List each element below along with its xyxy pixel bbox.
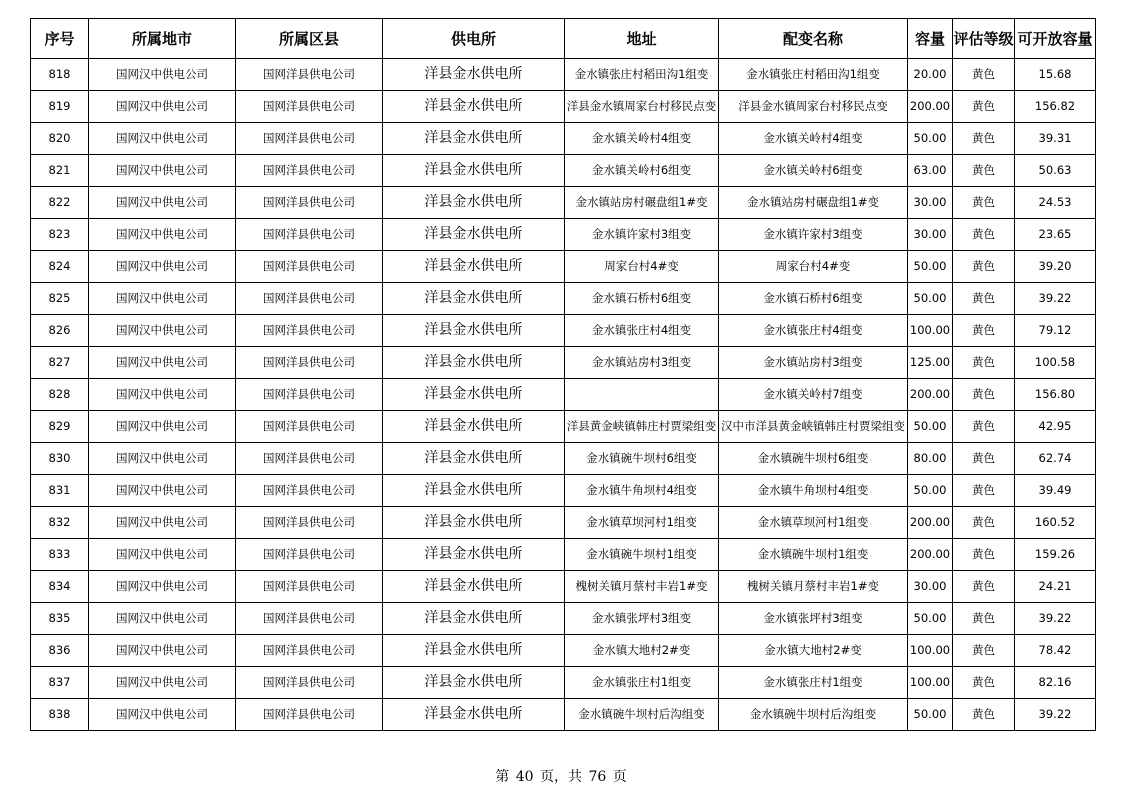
page-label-prefix: 第: [495, 769, 510, 785]
cell-city: 国网汉中供电公司: [89, 283, 236, 315]
cell-county: 国网洋县供电公司: [236, 699, 383, 731]
cell-capacity: 200.00: [908, 91, 953, 123]
cell-capacity: 125.00: [908, 347, 953, 379]
cell-capacity: 200.00: [908, 539, 953, 571]
cell-assessment-level: 黄色: [953, 443, 1015, 475]
cell-city: 国网汉中供电公司: [89, 219, 236, 251]
transformer-capacity-table: [30, 18, 1096, 731]
header-serial-number: 序号: [31, 19, 89, 59]
cell-supply-station: 洋县金水供电所: [383, 91, 565, 123]
table-row: [31, 59, 1096, 91]
cell-transformer-name: 槐树关镇月蔡村丰岩1#变: [719, 571, 908, 603]
cell-supply-station: 洋县金水供电所: [383, 635, 565, 667]
cell-open-capacity: 100.58: [1015, 347, 1096, 379]
cell-transformer-name: 金水镇张庄村稻田沟1组变: [719, 59, 908, 91]
cell-assessment-level: 黄色: [953, 379, 1015, 411]
cell-city: 国网汉中供电公司: [89, 251, 236, 283]
cell-serial-number: 831: [31, 475, 89, 507]
cell-county: 国网洋县供电公司: [236, 507, 383, 539]
cell-county: 国网洋县供电公司: [236, 283, 383, 315]
cell-city: 国网汉中供电公司: [89, 539, 236, 571]
table-row: [31, 507, 1096, 539]
cell-city: 国网汉中供电公司: [89, 443, 236, 475]
cell-capacity: 200.00: [908, 379, 953, 411]
cell-assessment-level: 黄色: [953, 507, 1015, 539]
cell-serial-number: 830: [31, 443, 89, 475]
cell-transformer-name: 金水镇许家村3组变: [719, 219, 908, 251]
cell-open-capacity: 160.52: [1015, 507, 1096, 539]
cell-serial-number: 829: [31, 411, 89, 443]
current-page-number: 40: [515, 769, 534, 785]
cell-address: 金水镇站房村3组变: [565, 347, 719, 379]
cell-supply-station: 洋县金水供电所: [383, 379, 565, 411]
cell-open-capacity: 39.22: [1015, 603, 1096, 635]
cell-serial-number: 827: [31, 347, 89, 379]
cell-county: 国网洋县供电公司: [236, 411, 383, 443]
table-header-row: [31, 19, 1096, 59]
cell-supply-station: 洋县金水供电所: [383, 507, 565, 539]
cell-open-capacity: 79.12: [1015, 315, 1096, 347]
cell-city: 国网汉中供电公司: [89, 59, 236, 91]
cell-transformer-name: 金水镇石桥村6组变: [719, 283, 908, 315]
cell-capacity: 50.00: [908, 603, 953, 635]
cell-serial-number: 823: [31, 219, 89, 251]
cell-transformer-name: 洋县金水镇周家台村移民点变: [719, 91, 908, 123]
cell-transformer-name: 金水镇关岭村4组变: [719, 123, 908, 155]
cell-address: 洋县金水镇周家台村移民点变: [565, 91, 719, 123]
cell-assessment-level: 黄色: [953, 283, 1015, 315]
cell-serial-number: 820: [31, 123, 89, 155]
cell-county: 国网洋县供电公司: [236, 219, 383, 251]
cell-county: 国网洋县供电公司: [236, 475, 383, 507]
cell-supply-station: 洋县金水供电所: [383, 699, 565, 731]
cell-supply-station: 洋县金水供电所: [383, 251, 565, 283]
cell-capacity: 200.00: [908, 507, 953, 539]
cell-supply-station: 洋县金水供电所: [383, 411, 565, 443]
cell-county: 国网洋县供电公司: [236, 539, 383, 571]
page-label-suffix: 页: [612, 769, 627, 785]
header-assessment-level: 评估等级: [953, 19, 1015, 59]
header-capacity: 容量: [908, 19, 953, 59]
cell-serial-number: 833: [31, 539, 89, 571]
cell-transformer-name: 金水镇站房村碾盘组1#变: [719, 187, 908, 219]
cell-serial-number: 836: [31, 635, 89, 667]
cell-capacity: 30.00: [908, 187, 953, 219]
cell-city: 国网汉中供电公司: [89, 475, 236, 507]
cell-address: 金水镇许家村3组变: [565, 219, 719, 251]
cell-county: 国网洋县供电公司: [236, 59, 383, 91]
cell-city: 国网汉中供电公司: [89, 315, 236, 347]
cell-open-capacity: 39.20: [1015, 251, 1096, 283]
cell-transformer-name: 金水镇站房村3组变: [719, 347, 908, 379]
cell-open-capacity: 50.63: [1015, 155, 1096, 187]
cell-supply-station: 洋县金水供电所: [383, 155, 565, 187]
cell-assessment-level: 黄色: [953, 91, 1015, 123]
cell-open-capacity: 23.65: [1015, 219, 1096, 251]
cell-open-capacity: 15.68: [1015, 59, 1096, 91]
cell-capacity: 50.00: [908, 475, 953, 507]
table-row: [31, 667, 1096, 699]
header-address: 地址: [565, 19, 719, 59]
cell-address: 金水镇碗牛坝村后沟组变: [565, 699, 719, 731]
table-row: [31, 91, 1096, 123]
cell-transformer-name: 周家台村4#变: [719, 251, 908, 283]
cell-city: 国网汉中供电公司: [89, 635, 236, 667]
cell-address: 金水镇张庄村稻田沟1组变: [565, 59, 719, 91]
cell-address: 金水镇草坝河村1组变: [565, 507, 719, 539]
table-row: [31, 379, 1096, 411]
data-sheet: [30, 18, 1095, 731]
cell-transformer-name: 金水镇草坝河村1组变: [719, 507, 908, 539]
table-row: [31, 123, 1096, 155]
cell-county: 国网洋县供电公司: [236, 603, 383, 635]
header-city: 所属地市: [89, 19, 236, 59]
cell-county: 国网洋县供电公司: [236, 667, 383, 699]
cell-address: 金水镇关岭村6组变: [565, 155, 719, 187]
cell-transformer-name: 金水镇碗牛坝村1组变: [719, 539, 908, 571]
header-open-capacity: 可开放容量: [1015, 19, 1096, 59]
cell-transformer-name: 金水镇关岭村6组变: [719, 155, 908, 187]
cell-city: 国网汉中供电公司: [89, 91, 236, 123]
cell-address: 金水镇张坪村3组变: [565, 603, 719, 635]
header-supply-station: 供电所: [383, 19, 565, 59]
cell-address: 金水镇大地村2#变: [565, 635, 719, 667]
cell-capacity: 20.00: [908, 59, 953, 91]
table-row: [31, 635, 1096, 667]
cell-supply-station: 洋县金水供电所: [383, 347, 565, 379]
cell-county: 国网洋县供电公司: [236, 571, 383, 603]
cell-assessment-level: 黄色: [953, 571, 1015, 603]
cell-serial-number: 834: [31, 571, 89, 603]
cell-county: 国网洋县供电公司: [236, 635, 383, 667]
cell-address: 金水镇碗牛坝村6组变: [565, 443, 719, 475]
cell-county: 国网洋县供电公司: [236, 379, 383, 411]
table-row: [31, 155, 1096, 187]
cell-assessment-level: 黄色: [953, 59, 1015, 91]
cell-capacity: 50.00: [908, 251, 953, 283]
cell-open-capacity: 42.95: [1015, 411, 1096, 443]
cell-serial-number: 818: [31, 59, 89, 91]
cell-supply-station: 洋县金水供电所: [383, 667, 565, 699]
header-transformer-name: 配变名称: [719, 19, 908, 59]
cell-capacity: 30.00: [908, 571, 953, 603]
cell-capacity: 100.00: [908, 667, 953, 699]
cell-serial-number: 825: [31, 283, 89, 315]
table-row: [31, 187, 1096, 219]
cell-open-capacity: 78.42: [1015, 635, 1096, 667]
cell-serial-number: 832: [31, 507, 89, 539]
cell-transformer-name: 金水镇大地村2#变: [719, 635, 908, 667]
cell-capacity: 80.00: [908, 443, 953, 475]
cell-transformer-name: 金水镇张庄村1组变: [719, 667, 908, 699]
cell-city: 国网汉中供电公司: [89, 507, 236, 539]
cell-open-capacity: 39.49: [1015, 475, 1096, 507]
cell-capacity: 50.00: [908, 411, 953, 443]
cell-city: 国网汉中供电公司: [89, 123, 236, 155]
cell-assessment-level: 黄色: [953, 315, 1015, 347]
table-row: [31, 539, 1096, 571]
cell-address: 槐树关镇月蔡村丰岩1#变: [565, 571, 719, 603]
cell-city: 国网汉中供电公司: [89, 411, 236, 443]
cell-assessment-level: 黄色: [953, 187, 1015, 219]
cell-assessment-level: 黄色: [953, 123, 1015, 155]
cell-address: 周家台村4#变: [565, 251, 719, 283]
cell-open-capacity: 39.22: [1015, 699, 1096, 731]
cell-county: 国网洋县供电公司: [236, 443, 383, 475]
cell-capacity: 63.00: [908, 155, 953, 187]
cell-supply-station: 洋县金水供电所: [383, 603, 565, 635]
cell-transformer-name: 金水镇碗牛坝村6组变: [719, 443, 908, 475]
cell-assessment-level: 黄色: [953, 411, 1015, 443]
cell-serial-number: 819: [31, 91, 89, 123]
cell-assessment-level: 黄色: [953, 251, 1015, 283]
cell-assessment-level: 黄色: [953, 699, 1015, 731]
cell-supply-station: 洋县金水供电所: [383, 315, 565, 347]
cell-address: 金水镇张庄村1组变: [565, 667, 719, 699]
table-row: [31, 219, 1096, 251]
cell-supply-station: 洋县金水供电所: [383, 475, 565, 507]
cell-county: 国网洋县供电公司: [236, 347, 383, 379]
cell-assessment-level: 黄色: [953, 155, 1015, 187]
cell-county: 国网洋县供电公司: [236, 91, 383, 123]
cell-address: 金水镇关岭村4组变: [565, 123, 719, 155]
cell-assessment-level: 黄色: [953, 539, 1015, 571]
table-row: [31, 571, 1096, 603]
table-row: [31, 251, 1096, 283]
cell-assessment-level: 黄色: [953, 635, 1015, 667]
cell-supply-station: 洋县金水供电所: [383, 59, 565, 91]
cell-county: 国网洋县供电公司: [236, 315, 383, 347]
cell-serial-number: 822: [31, 187, 89, 219]
cell-transformer-name: 金水镇张庄村4组变: [719, 315, 908, 347]
cell-open-capacity: 159.26: [1015, 539, 1096, 571]
cell-address: 金水镇石桥村6组变: [565, 283, 719, 315]
cell-open-capacity: 39.31: [1015, 123, 1096, 155]
cell-city: 国网汉中供电公司: [89, 571, 236, 603]
cell-supply-station: 洋县金水供电所: [383, 187, 565, 219]
cell-supply-station: 洋县金水供电所: [383, 539, 565, 571]
cell-open-capacity: 62.74: [1015, 443, 1096, 475]
table-row: [31, 347, 1096, 379]
cell-county: 国网洋县供电公司: [236, 123, 383, 155]
cell-serial-number: 828: [31, 379, 89, 411]
cell-capacity: 50.00: [908, 283, 953, 315]
cell-open-capacity: 39.22: [1015, 283, 1096, 315]
cell-supply-station: 洋县金水供电所: [383, 443, 565, 475]
page-label-mid: 页，共: [540, 769, 582, 785]
cell-open-capacity: 156.80: [1015, 379, 1096, 411]
cell-supply-station: 洋县金水供电所: [383, 123, 565, 155]
cell-capacity: 100.00: [908, 315, 953, 347]
cell-address: 金水镇张庄村4组变: [565, 315, 719, 347]
cell-open-capacity: 82.16: [1015, 667, 1096, 699]
cell-supply-station: 洋县金水供电所: [383, 283, 565, 315]
page-footer: [0, 766, 1122, 786]
cell-city: 国网汉中供电公司: [89, 347, 236, 379]
cell-serial-number: 838: [31, 699, 89, 731]
cell-county: 国网洋县供电公司: [236, 251, 383, 283]
table-row: [31, 283, 1096, 315]
cell-address: 金水镇站房村碾盘组1#变: [565, 187, 719, 219]
cell-city: 国网汉中供电公司: [89, 699, 236, 731]
table-row: [31, 411, 1096, 443]
cell-address: 金水镇碗牛坝村1组变: [565, 539, 719, 571]
cell-transformer-name: 汉中市洋县黄金峡镇韩庄村贾梁组变: [719, 411, 908, 443]
cell-transformer-name: 金水镇牛角坝村4组变: [719, 475, 908, 507]
cell-county: 国网洋县供电公司: [236, 155, 383, 187]
cell-assessment-level: 黄色: [953, 475, 1015, 507]
cell-assessment-level: 黄色: [953, 603, 1015, 635]
cell-supply-station: 洋县金水供电所: [383, 219, 565, 251]
cell-city: 国网汉中供电公司: [89, 155, 236, 187]
cell-serial-number: 837: [31, 667, 89, 699]
cell-city: 国网汉中供电公司: [89, 667, 236, 699]
cell-assessment-level: 黄色: [953, 219, 1015, 251]
cell-open-capacity: 156.82: [1015, 91, 1096, 123]
cell-capacity: 50.00: [908, 123, 953, 155]
cell-open-capacity: 24.21: [1015, 571, 1096, 603]
cell-assessment-level: 黄色: [953, 667, 1015, 699]
table-row: [31, 603, 1096, 635]
cell-serial-number: 835: [31, 603, 89, 635]
cell-county: 国网洋县供电公司: [236, 187, 383, 219]
cell-city: 国网汉中供电公司: [89, 379, 236, 411]
cell-transformer-name: 金水镇碗牛坝村后沟组变: [719, 699, 908, 731]
table-row: [31, 443, 1096, 475]
cell-open-capacity: 24.53: [1015, 187, 1096, 219]
cell-supply-station: 洋县金水供电所: [383, 571, 565, 603]
cell-address: 洋县黄金峡镇韩庄村贾梁组变: [565, 411, 719, 443]
cell-city: 国网汉中供电公司: [89, 187, 236, 219]
cell-capacity: 30.00: [908, 219, 953, 251]
cell-transformer-name: 金水镇张坪村3组变: [719, 603, 908, 635]
cell-serial-number: 826: [31, 315, 89, 347]
table-row: [31, 315, 1096, 347]
cell-serial-number: 824: [31, 251, 89, 283]
cell-capacity: 50.00: [908, 699, 953, 731]
cell-serial-number: 821: [31, 155, 89, 187]
cell-assessment-level: 黄色: [953, 347, 1015, 379]
table-row: [31, 475, 1096, 507]
total-pages-number: 76: [588, 769, 607, 785]
cell-capacity: 100.00: [908, 635, 953, 667]
header-county: 所属区县: [236, 19, 383, 59]
cell-transformer-name: 金水镇关岭村7组变: [719, 379, 908, 411]
cell-address: [565, 379, 719, 411]
cell-city: 国网汉中供电公司: [89, 603, 236, 635]
cell-address: 金水镇牛角坝村4组变: [565, 475, 719, 507]
table-row: [31, 699, 1096, 731]
